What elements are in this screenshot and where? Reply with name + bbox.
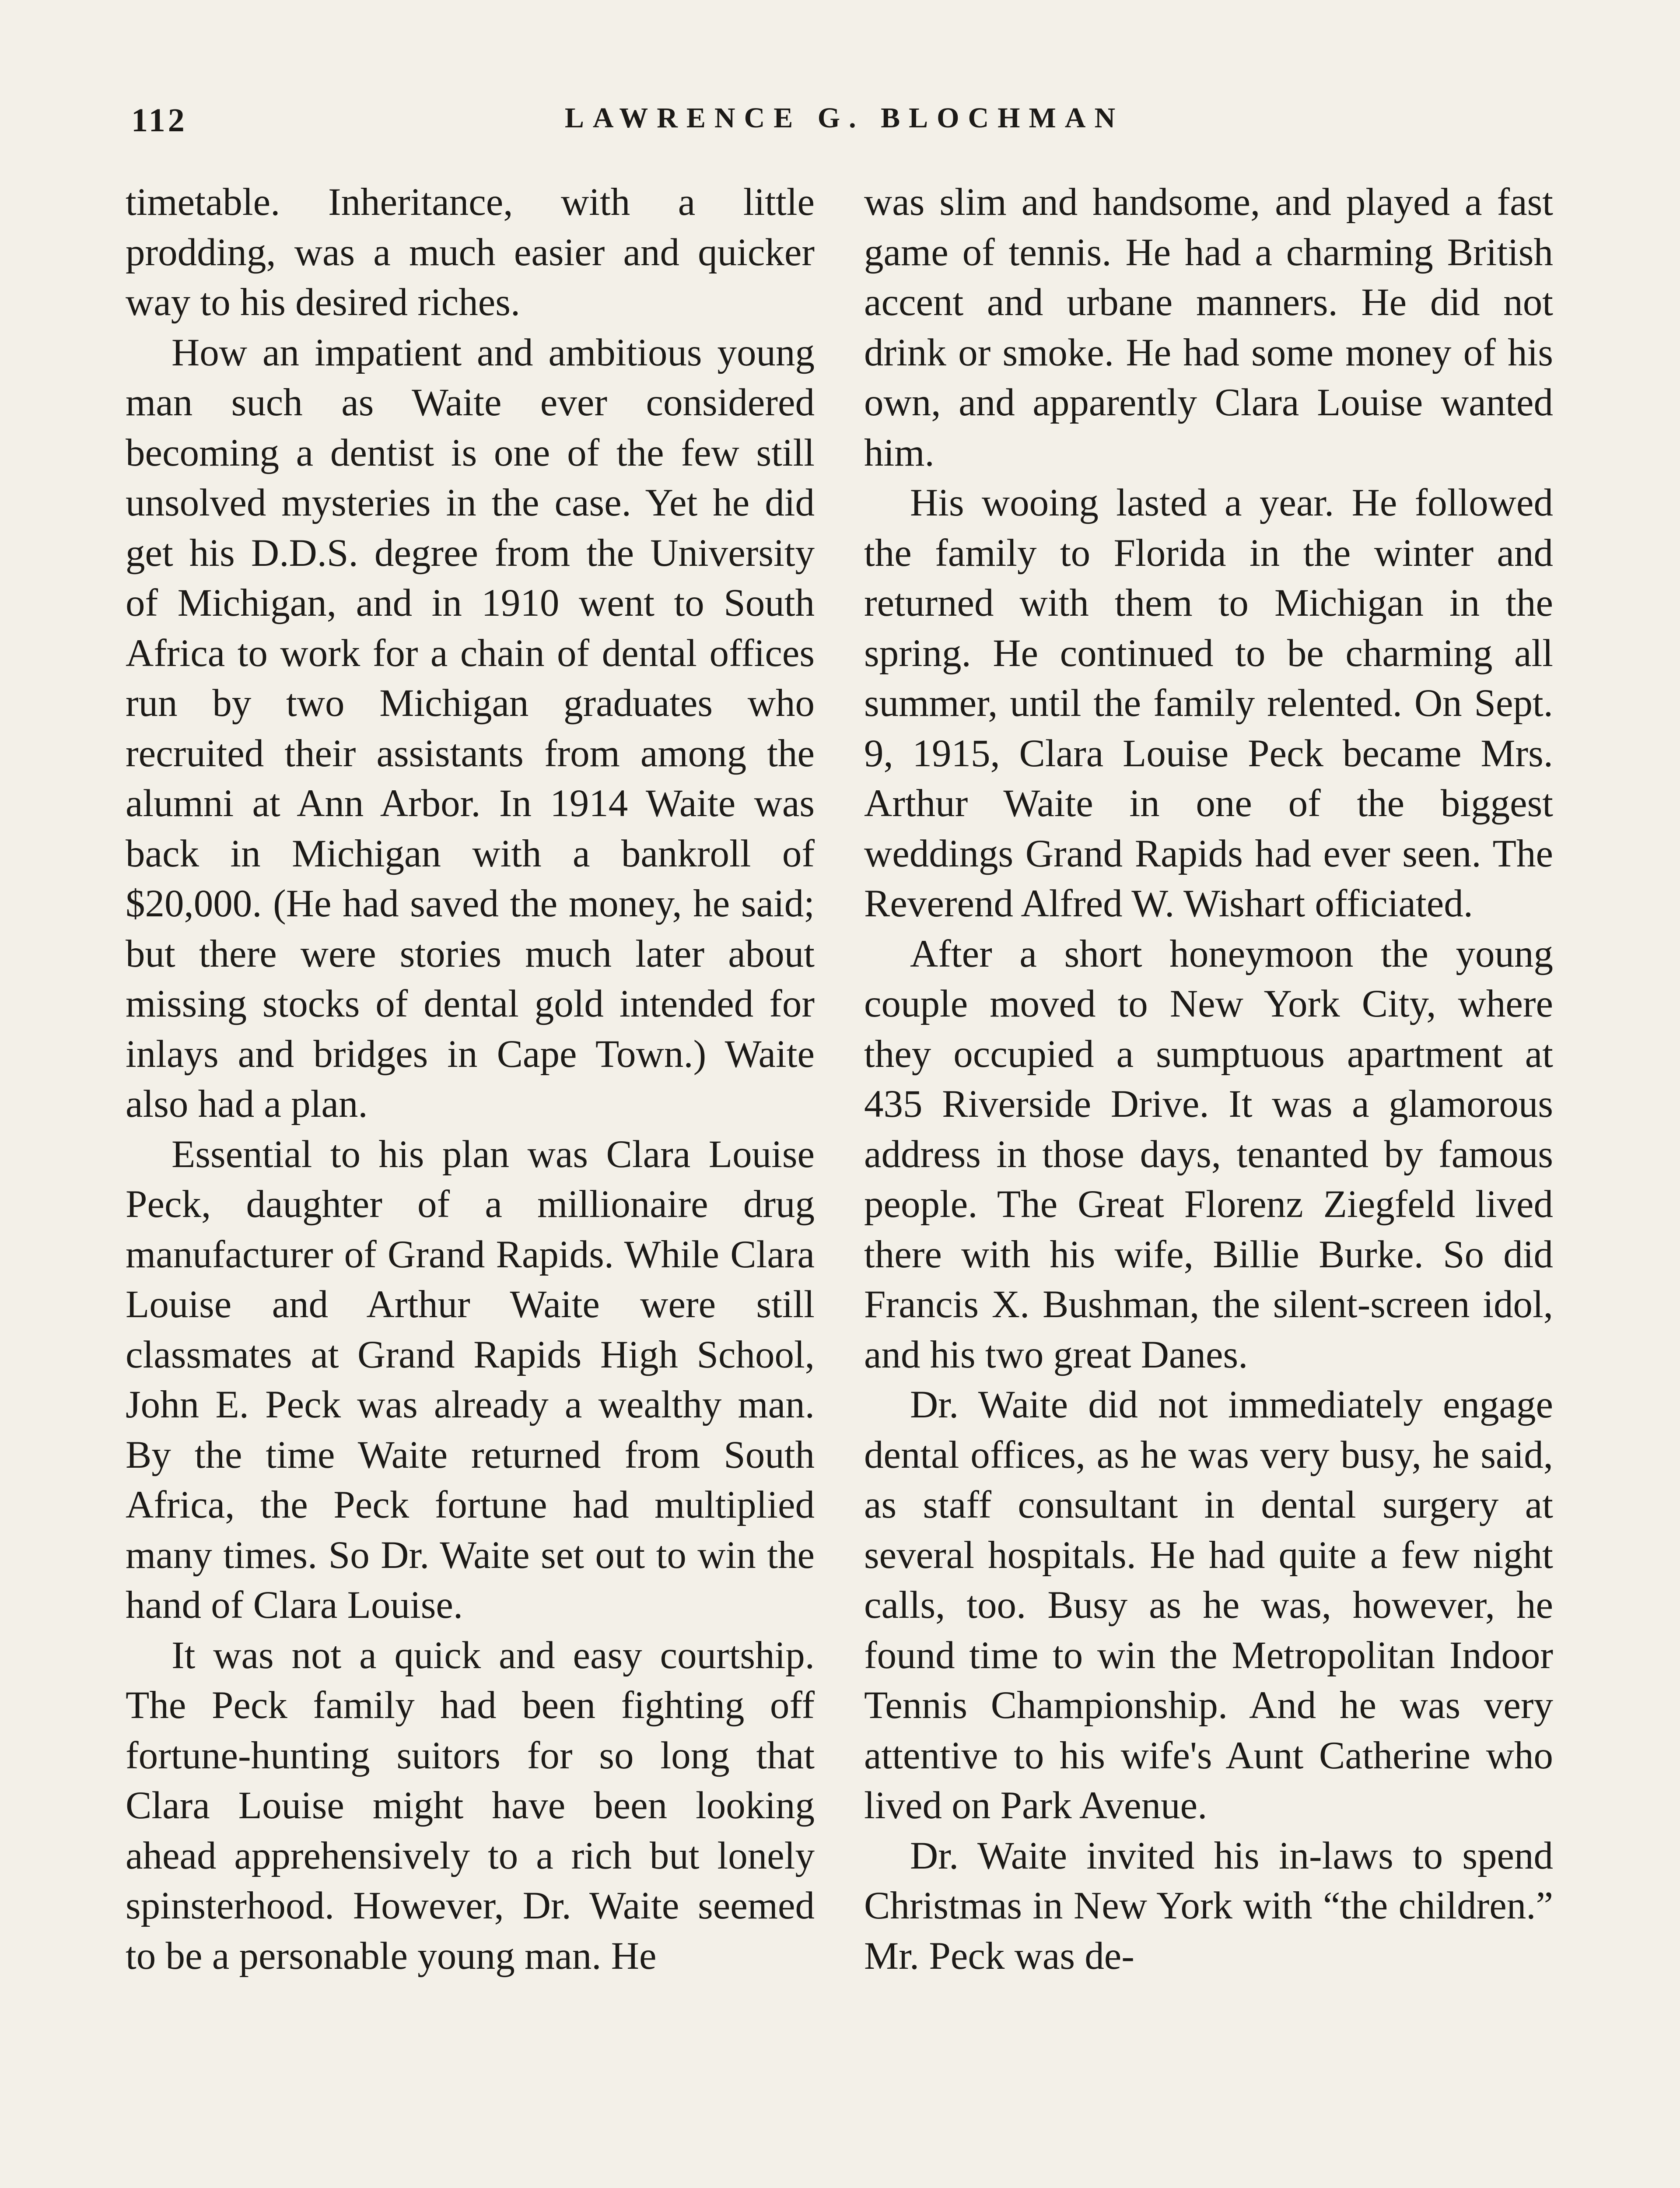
left-column [126, 177, 815, 1981]
paragraph: Essential to his plan was Clara Louise Peck, daughter of a millionaire drug manufacturer of Grand Rapids. While Clara Louise and Arthur Waite were still classmates at Grand Rapids High School, John E. Peck was already a wealthy man. By the time Waite returned from South Africa, the Peck fortune had multiplied many times. So Dr. Waite set out to win the hand of Clara Louise. [126, 1133, 815, 1627]
paragraph: Dr. Waite invited his in-laws to spend Christmas in New York with “the children.” Mr. Peck was de- [864, 1834, 1553, 1978]
paragraph: Dr. Waite did not immediately engage dental offices, as he was very busy, he said, as staff consultant in dental surgery at several hospitals. He had quite a few night calls, too. Busy as he was, however, he found time to win the Metropolitan Indoor Tennis Championship. And he was very attentive to his wife's Aunt Catherine who lived on Park Avenue. [864, 1383, 1553, 1827]
paragraph: It was not a quick and easy courtship. The Peck family had been fighting off fortune-hunting suitors for so long that Clara Louise might have been looking ahead apprehensively to a rich but lonely spinsterhood. However, Dr. Waite seemed to be a personable young man. He [126, 1634, 815, 1978]
page-header [131, 102, 1558, 150]
running-head: LAWRENCE G. BLOCHMAN [564, 102, 1124, 134]
paragraph: His wooing lasted a year. He followed the family to Florida in the winter and returned with them to Michigan in the spring. He continued to be charming all summer, until the family relented. On Sept. 9, 1915, Clara Louise Peck became Mrs. Arthur Waite in one of the biggest weddings Grand Rapids had ever seen. The Reverend Alfred W. Wishart officiated. [864, 481, 1553, 925]
page-number: 112 [131, 102, 187, 139]
paragraph: After a short honeymoon the young couple moved to New York City, where they occupied a sumptuous apartment at 435 Riverside Drive. It was a glamorous address in those days, tenanted by famous people. The Great Florenz Ziegfeld lived there with his wife, Billie Burke. So did Francis X. Bushman, the silent-screen idol, and his two great Danes. [864, 932, 1553, 1376]
paragraph: was slim and handsome, and played a fast game of tennis. He had a charming British accent and urbane manners. He did not drink or smoke. He had some money of his own, and apparently Clara Louise wanted him. [864, 181, 1553, 474]
right-column [864, 177, 1553, 1981]
paragraph: timetable. Inheritance, with a little prodding, was a much easier and quicker way to his desired riches. [126, 181, 815, 324]
paragraph: How an impatient and ambitious young man such as Waite ever considered becoming a dentist is one of the few still unsolved mysteries in the case. Yet he did get his D.D.S. degree from the University of Michigan, and in 1910 went to South Africa to work for a chain of dental offices run by two Michigan graduates who recruited their assistants from among the alumni at Ann Arbor. In 1914 Waite was back in Michigan with a bankroll of $20,000. (He had saved the money, he said; but there were stories much later about missing stocks of dental gold intended for inlays and bridges in Cape Town.) Waite also had a plan. [126, 331, 815, 1126]
